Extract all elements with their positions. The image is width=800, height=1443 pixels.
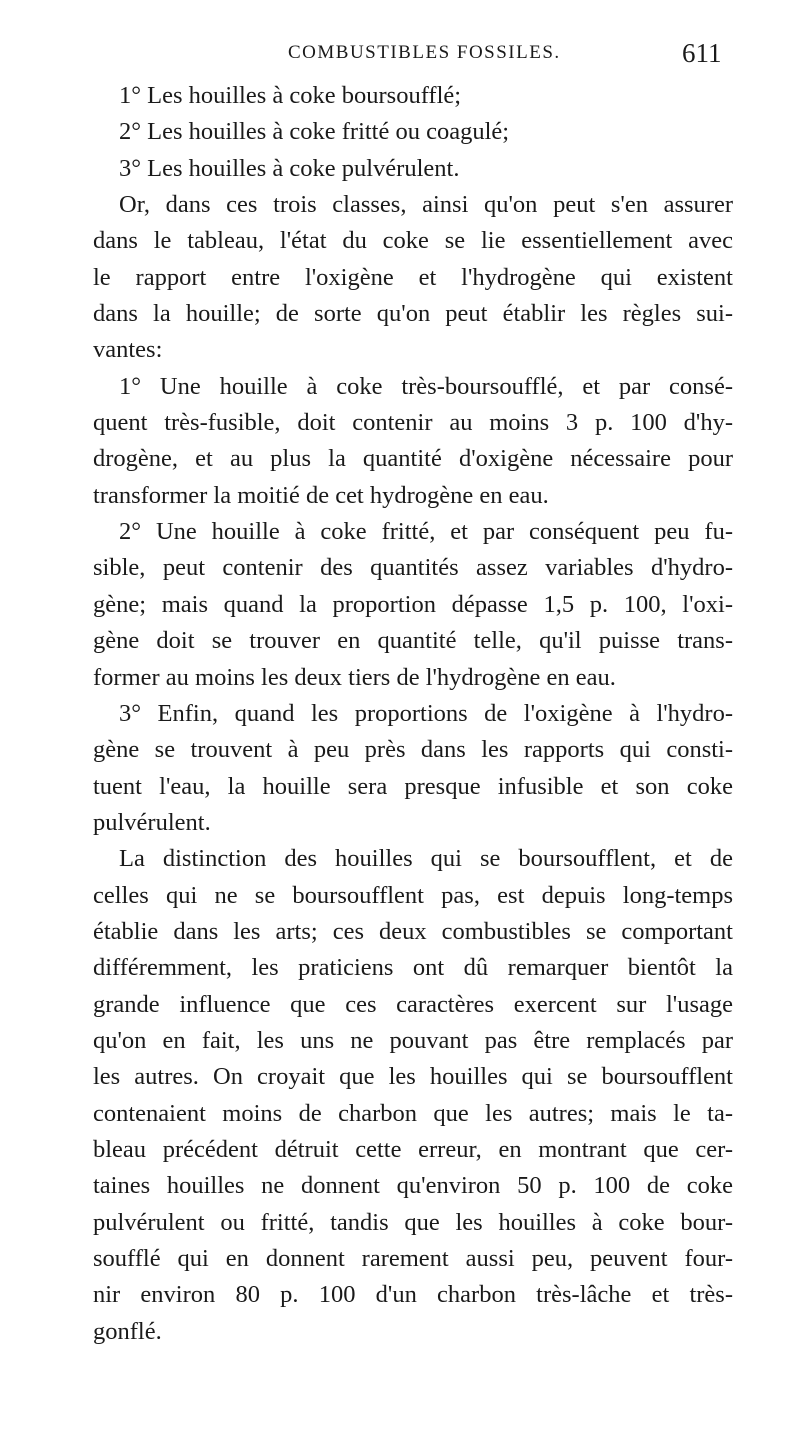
text-line: sible, peut contenir des quantités assez variables d'hydro- (93, 554, 733, 582)
text-line: tuent l'eau, la houille sera presque infusible et son coke (93, 772, 733, 800)
text-line: soufflé qui en donnent rarement aussi peu, peuvent four- (93, 1245, 733, 1272)
text-line: dans la houille; de sorte qu'on peut établir les règles sui- (93, 300, 733, 328)
text-line: différemment, les praticiens ont dû remarquer bientôt la (93, 954, 733, 982)
text-line: le rapport entre l'oxigène et l'hydrogène qui existent (93, 263, 733, 291)
text-line: quent très-fusible, doit contenir au moins 3 p. 100 d'hy- (93, 409, 733, 437)
text-line: La distinction des houilles qui se boursoufflent, et de (119, 845, 733, 873)
text-line: grande influence que ces caractères exercent sur l'usage (93, 990, 733, 1018)
text-line: gène; mais quand la proportion dépasse 1,5 p. 100, l'oxi- (93, 590, 733, 618)
text-line: 3° Les houilles à coke pulvérulent. (119, 154, 460, 182)
text-line: les autres. On croyait que les houilles qui se boursoufflent (93, 1063, 733, 1091)
text-line: drogène, et au plus la quantité d'oxigène nécessaire pour (93, 445, 733, 473)
text-line: 2° Une houille à coke fritté, et par conséquent peu fu- (119, 518, 733, 546)
text-line: celles qui ne se boursoufflent pas, est depuis long-temps (93, 881, 733, 909)
running-head: COMBUSTIBLES FOSSILES. (288, 42, 561, 63)
page-header (0, 38, 800, 78)
text-line: gène se trouvent à peu près dans les rapports qui consti- (93, 736, 733, 764)
text-line: 1° Une houille à coke très-boursoufflé, et par consé- (119, 372, 733, 400)
text-line: 3° Enfin, quand les proportions de l'oxigène à l'hydro- (119, 699, 733, 727)
text-line: taines houilles ne donnent qu'environ 50 p. 100 de coke (93, 1172, 733, 1200)
text-line: contenaient moins de charbon que les autres; mais le ta- (93, 1099, 733, 1127)
text-line: vantes: (93, 336, 163, 364)
text-line: 2° Les houilles à coke fritté ou coagulé; (119, 118, 510, 146)
page-number: 611 (682, 38, 722, 68)
body-text (93, 78, 733, 1350)
text-line: former au moins les deux tiers de l'hydrogène en eau. (93, 663, 616, 691)
text-line: transformer la moitié de cet hydrogène en eau. (93, 481, 549, 509)
text-line: gonflé. (93, 1317, 162, 1345)
text-line: dans le tableau, l'état du coke se lie essentiellement avec (93, 227, 733, 255)
text-line: nir environ 80 p. 100 d'un charbon très-lâche et très- (93, 1281, 733, 1309)
text-line: pulvérulent. (93, 808, 211, 836)
text-line: gène doit se trouver en quantité telle, qu'il puisse trans- (93, 627, 733, 655)
text-line: pulvérulent ou fritté, tandis que les houilles à coke bour- (93, 1208, 733, 1236)
text-line: établie dans les arts; ces deux combustibles se comportant (93, 917, 733, 945)
text-line: 1° Les houilles à coke boursoufflé; (119, 82, 462, 109)
text-line: bleau précédent détruit cette erreur, en montrant que cer- (93, 1135, 733, 1163)
text-line: qu'on en fait, les uns ne pouvant pas être remplacés par (93, 1026, 733, 1054)
text-line: Or, dans ces trois classes, ainsi qu'on peut s'en assurer (119, 191, 733, 219)
